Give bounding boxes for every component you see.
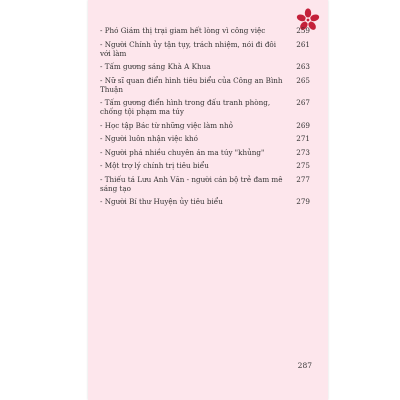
toc-entry[interactable]: [100, 161, 310, 170]
toc-entry[interactable]: [100, 62, 310, 71]
toc-entry-page: 273: [296, 147, 310, 157]
toc-entry[interactable]: [100, 40, 310, 58]
toc-entry-page: 261: [296, 39, 310, 49]
toc-entry[interactable]: [100, 26, 310, 35]
toc-entry[interactable]: [100, 76, 310, 94]
toc-entry-page: 271: [296, 134, 310, 143]
toc-entry-page: 265: [296, 75, 310, 85]
toc-entry[interactable]: [100, 121, 310, 130]
toc-entry-page: 259: [296, 26, 310, 35]
toc-entry-title: - Một trợ lý chính trị tiêu biểu: [100, 161, 209, 170]
toc-entry-page: 279: [296, 197, 310, 206]
toc-entry-title: - Người phá nhiều chuyên án ma túy "khủng": [100, 147, 265, 157]
toc-entry-title: - Người luôn nhận việc khó: [100, 134, 199, 143]
toc-entry-title: - Người Bí thư Huyện ủy tiêu biểu: [100, 197, 223, 206]
toc-entry-page: 263: [296, 62, 310, 71]
page-number: 287: [297, 361, 312, 370]
table-of-contents: [100, 26, 310, 211]
toc-entry[interactable]: [100, 148, 310, 157]
toc-entry[interactable]: [100, 134, 310, 143]
toc-entry-title: - Thiếu tá Lưu Anh Văn - người cán bộ trẻ đam mê sáng tạo: [100, 174, 283, 193]
toc-entry-page: 267: [296, 98, 310, 107]
toc-entry-page: 277: [296, 174, 310, 184]
toc-entry-title: - Người Chính ủy tận tụy, trách nhiệm, nói đi đôi với làm: [100, 39, 277, 58]
toc-entry-title: - Nữ sĩ quan điển hình tiêu biểu của Công an Bình Thuận: [100, 75, 283, 94]
toc-entry-title: - Phó Giám thị trại giam hết lòng vì công việc: [100, 26, 266, 35]
book-page: [88, 0, 328, 400]
toc-entry-title: - Tấm gương điển hình trong đấu tranh phòng, chống tội phạm ma túy: [100, 98, 271, 116]
toc-entry-title: - Học tập Bác từ những việc làm nhỏ: [100, 120, 233, 130]
toc-entry-page: 269: [296, 120, 310, 130]
toc-entry-page: 275: [296, 161, 310, 170]
toc-entry-title: - Tấm gương sáng Khà A Khua: [100, 62, 211, 71]
toc-entry[interactable]: [100, 197, 310, 206]
toc-entry[interactable]: [100, 175, 310, 193]
toc-entry[interactable]: [100, 98, 310, 116]
